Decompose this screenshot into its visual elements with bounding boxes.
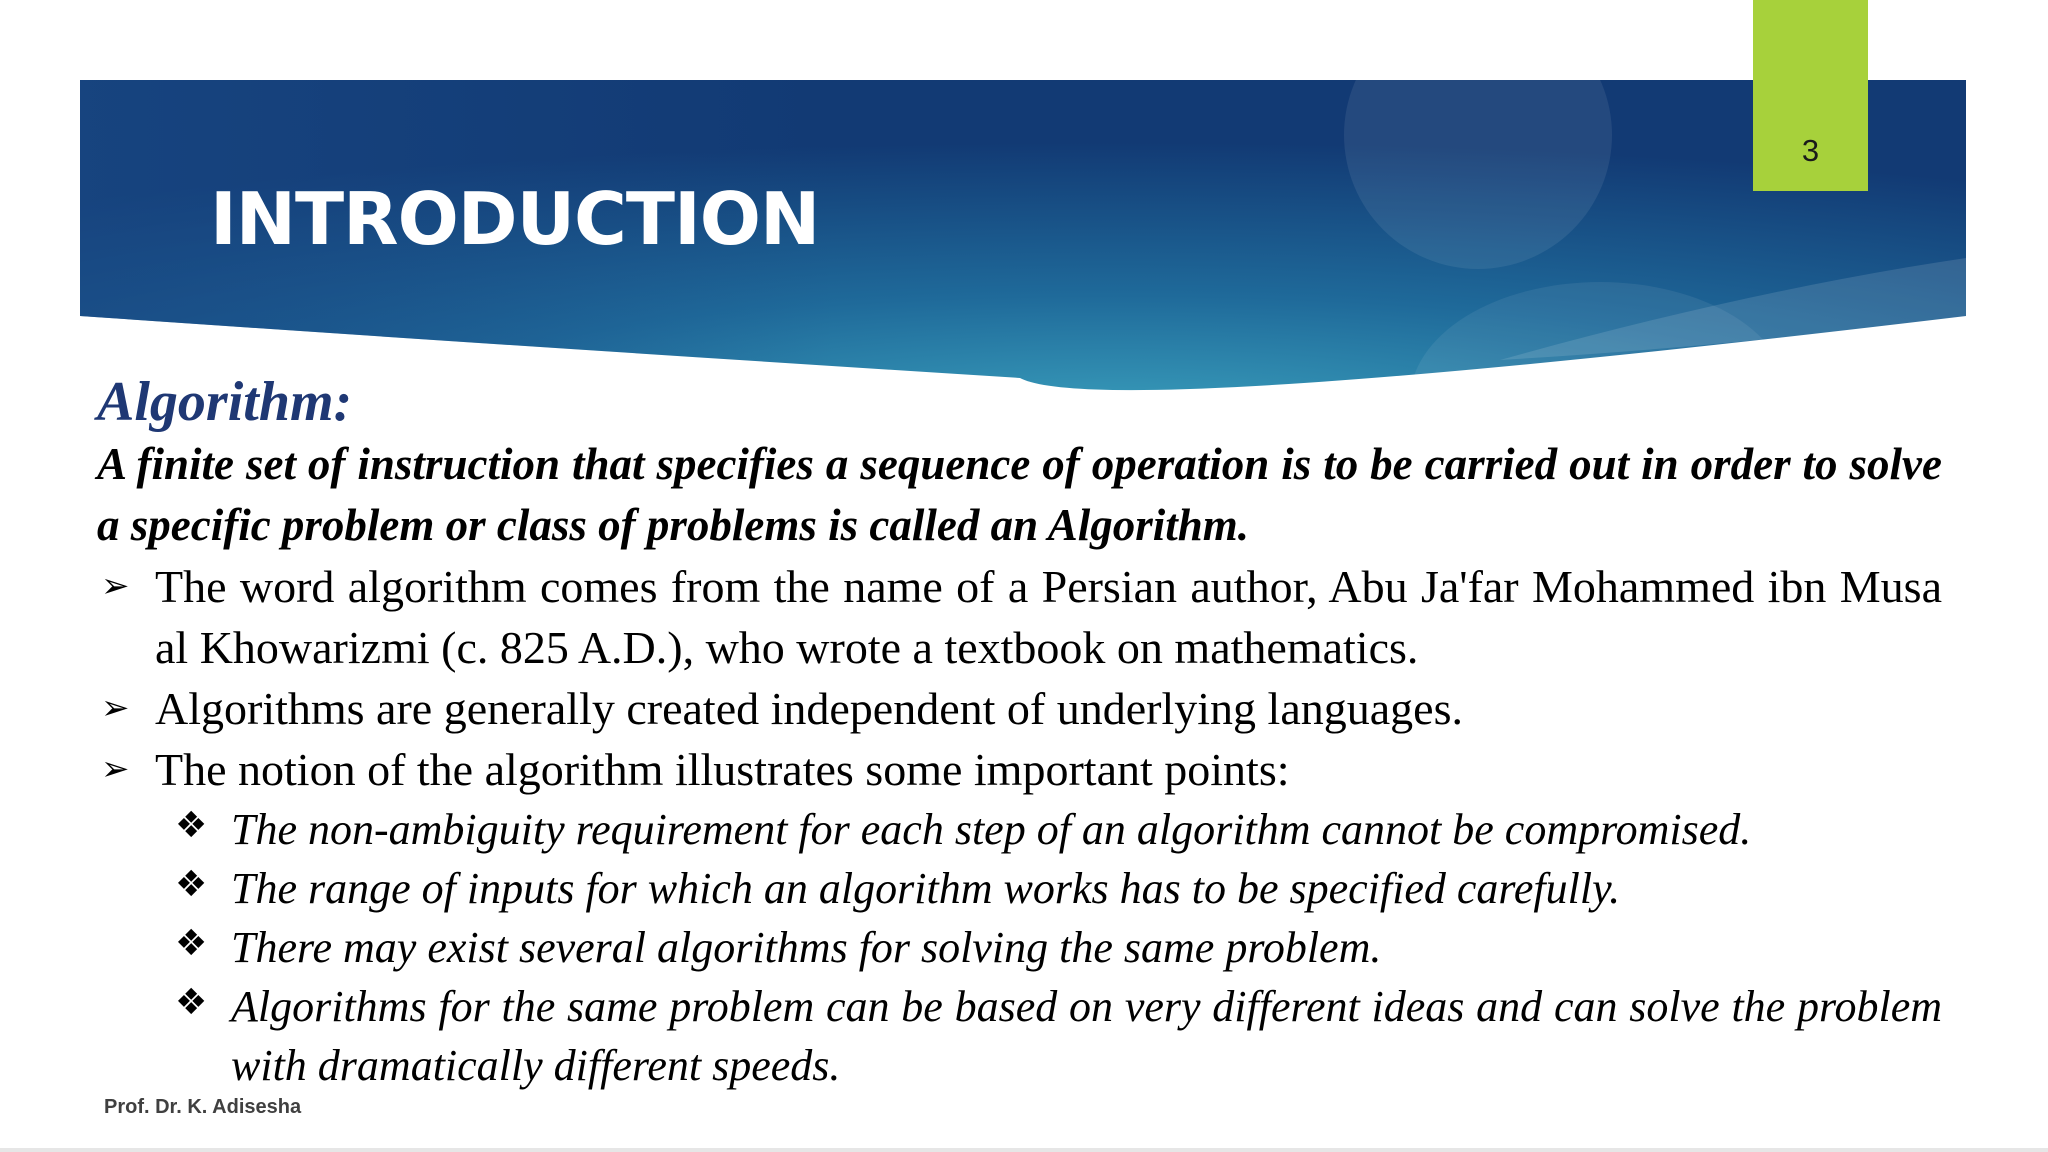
sub-bullet-item (97, 800, 1942, 859)
sub-bullet-item (97, 977, 1942, 1095)
diamond-bullet-icon: ❖ (175, 805, 208, 846)
arrowhead-bullet-icon: ➢ (101, 749, 130, 789)
bullet-text: The notion of the algorithm illustrates some important points: (155, 744, 1290, 795)
sub-bullet-text: The range of inputs for which an algorithm works has to be specified carefully. (231, 864, 1621, 913)
bullet-text: Algorithms are generally created independent of underlying languages. (155, 683, 1463, 734)
bullet-item (97, 678, 1942, 739)
page-number: 3 (1801, 133, 1820, 168)
slide-content (97, 370, 1942, 1095)
diamond-bullet-icon: ❖ (175, 923, 208, 964)
arrowhead-bullet-icon: ➢ (101, 566, 130, 606)
bottom-divider (0, 1148, 2048, 1152)
algorithm-definition: A finite set of instruction that specifies a sequence of operation is to be carried out in order to solve a specific problem or class of problems is called an Algorithm. (97, 439, 1942, 550)
sub-bullet-text: Algorithms for the same problem can be based on very different ideas and can solve the problem with dramatically different speeds. (231, 982, 1942, 1090)
page-number-tab (1753, 0, 1868, 191)
slide-title: INTRODUCTION (210, 177, 820, 261)
sub-bullet-text: The non-ambiguity requirement for each step of an algorithm cannot be compromised. (231, 805, 1752, 854)
diamond-bullet-icon: ❖ (175, 864, 208, 905)
sub-bullet-item (97, 859, 1942, 918)
bullet-text: The word algorithm comes from the name of a Persian author, Abu Ja'far Mohammed ibn Musa al Khowarizmi (c. 825 A.D.), who wrote a textbook on mathematics. (155, 561, 1942, 673)
arrowhead-bullet-icon: ➢ (101, 688, 130, 728)
sub-bullet-text: There may exist several algorithms for solving the same problem. (231, 923, 1382, 972)
bullet-item (97, 556, 1942, 678)
sub-bullet-item (97, 918, 1942, 977)
algorithm-heading: Algorithm: (97, 371, 353, 433)
diamond-bullet-icon: ❖ (175, 982, 208, 1023)
footer-author: Prof. Dr. K. Adisesha (104, 1096, 302, 1118)
bullet-item (97, 739, 1942, 800)
